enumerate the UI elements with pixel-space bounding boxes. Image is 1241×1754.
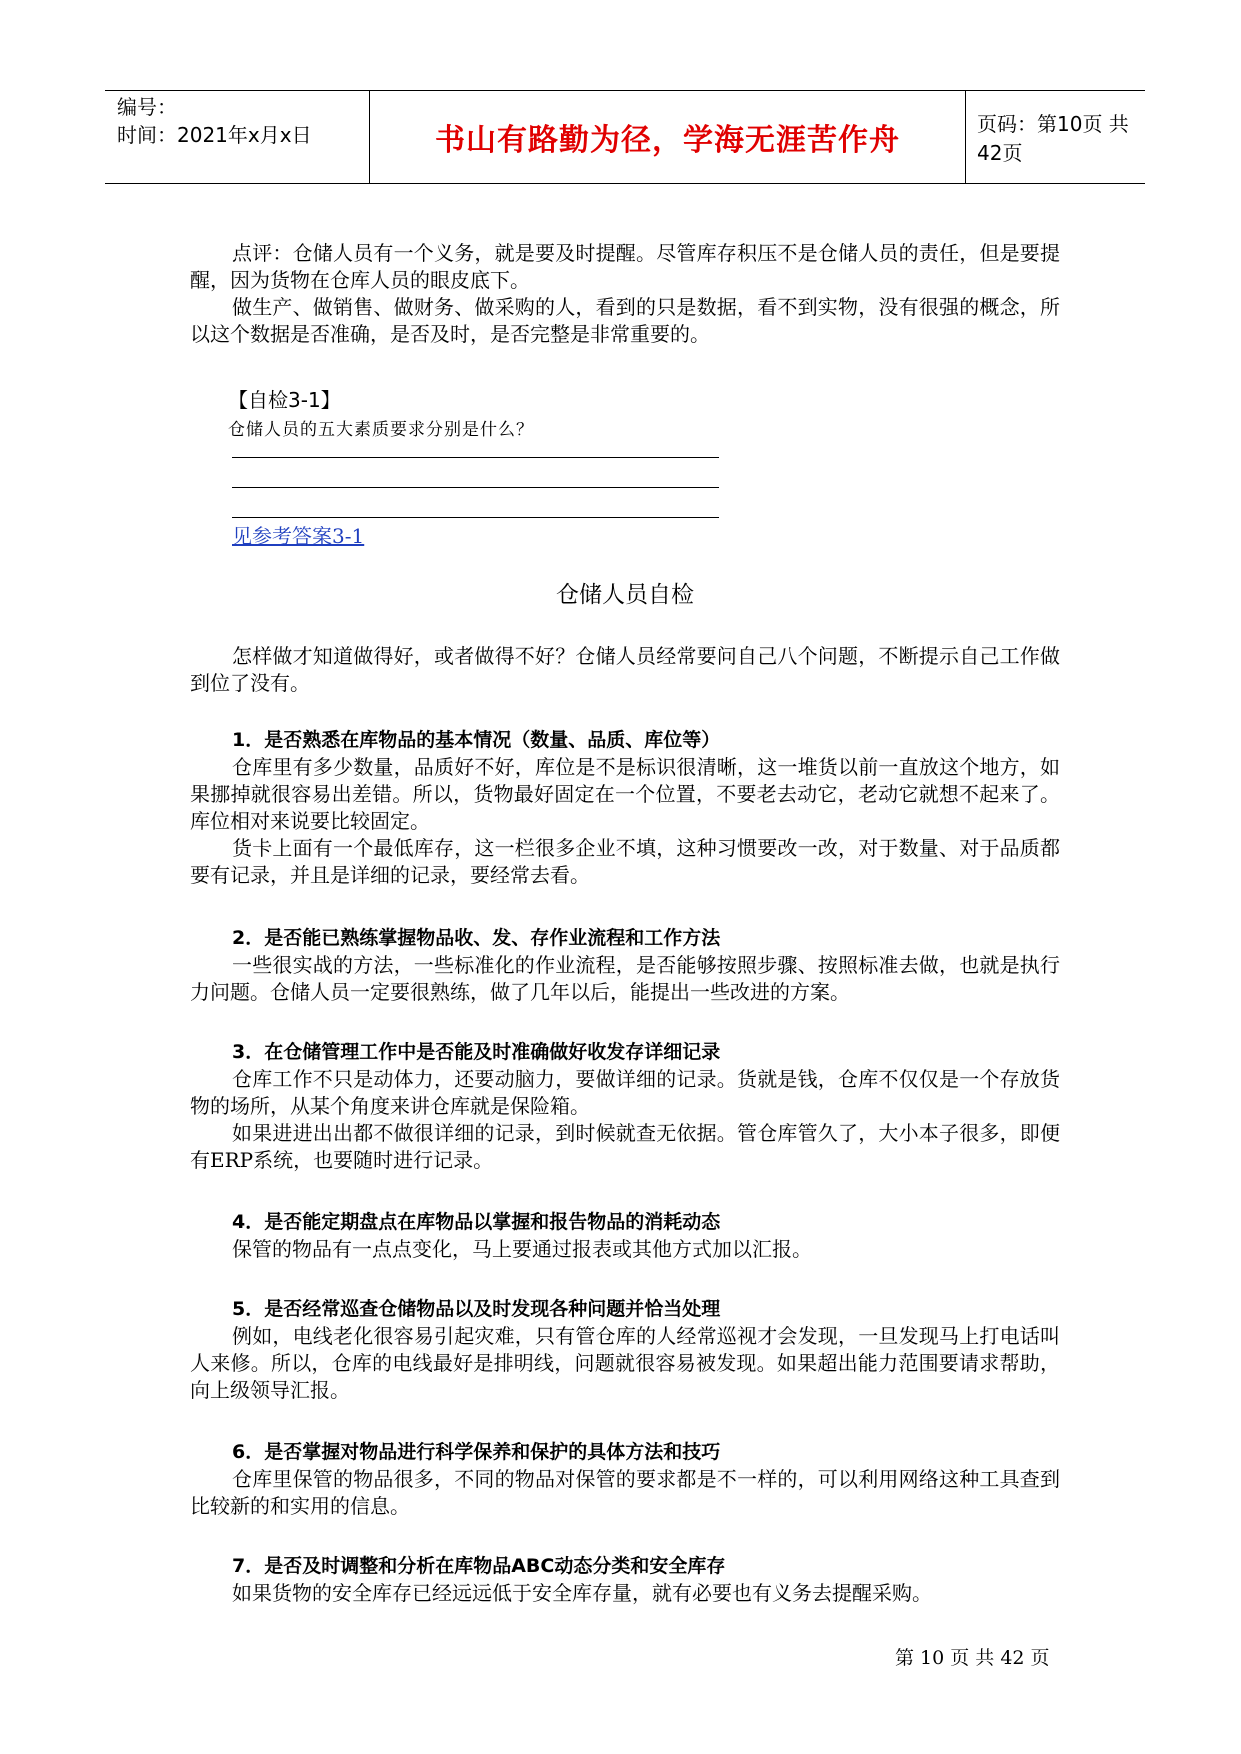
item-paragraph: 货卡上面有一个最低库存，这一栏很多企业不填，这种习惯要改一改，对于数量、对于品质都要有记录，并且是详细的记录，要经常去看。 (190, 836, 1060, 887)
item-3 (190, 1039, 1060, 1174)
self-check-title: 【自检3-1】 (228, 388, 341, 412)
item-paragraph: 仓库工作不只是动体力，还要动脑力，要做详细的记录。货就是钱，仓库不仅仅是一个存放货物的场所，从某个角度来讲仓库就是保险箱。 (190, 1067, 1060, 1118)
item-2 (190, 925, 1060, 1006)
item-paragraph: 一些很实战的方法，一些标准化的作业流程，是否能够按照步骤、按照标准去做，也就是执行力问题。仓储人员一定要很熟练，做了几年以后，能提出一些改进的方案。 (190, 953, 1060, 1004)
header-page-cell (967, 91, 1145, 183)
motto: 书山有路勤为径，学海无涯苦作舟 (435, 123, 900, 158)
answer-line-3 (232, 517, 719, 518)
section-intro: 怎样做才知道做得好，或者做得不好？仓储人员经常要问自己八个问题，不断提示自己工作做到位了没有。 (190, 644, 1060, 695)
item-1 (190, 727, 1060, 889)
item-paragraph: 如果货物的安全库存已经远远低于安全库存量，就有必要也有义务去提醒采购。 (232, 1581, 932, 1605)
header-motto-cell (370, 91, 966, 183)
section-title: 仓储人员自检 (556, 582, 694, 608)
item-title: 5．是否经常巡查仓储物品以及时发现各种问题并恰当处理 (232, 1298, 721, 1320)
self-check-question: 仓储人员的五大素质要求分别是什么？ (228, 420, 534, 440)
page-footer: 第 10 页 共 42 页 (895, 1647, 1050, 1669)
item-6 (190, 1439, 1060, 1520)
item-paragraph: 仓库里有多少数量，品质好不好，库位是不是标识很清晰，这一堆货以前一直放这个地方，如果挪掉就很容易出差错。所以，货物最好固定在一个位置，不要老去动它，老动它就想不起来了。库位相对来说要比较固定。 (190, 755, 1060, 833)
item-4 (190, 1209, 1060, 1263)
page-code: 页码：第10页 共42页 (977, 112, 1129, 165)
item-paragraph: 例如，电线老化很容易引起灾难，只有管仓库的人经常巡视才会发现，一旦发现马上打电话叫人来修。所以，仓库的电线最好是排明线，问题就很容易被发现。如果超出能力范围要请求帮助，向上级领导汇报。 (190, 1324, 1060, 1402)
item-title: 7．是否及时调整和分析在库物品ABC动态分类和安全库存 (232, 1555, 726, 1577)
data-paragraph: 做生产、做销售、做财务、做采购的人，看到的只是数据，看不到实物，没有很强的概念，所以这个数据是否准确，是否及时，是否完整是非常重要的。 (190, 295, 1060, 346)
reference-answer-link[interactable]: 见参考答案3-1 (232, 524, 365, 548)
item-title: 3．在仓储管理工作中是否能及时准确做好收发存详细记录 (232, 1041, 721, 1063)
intro-block (190, 240, 1060, 348)
comment-paragraph: 点评：仓储人员有一个义务，就是要及时提醒。尽管库存积压不是仓储人员的责任，但是要提醒，因为货物在仓库人员的眼皮底下。 (190, 241, 1060, 292)
header-left-cell (105, 91, 370, 183)
item-title: 1．是否熟悉在库物品的基本情况（数量、品质、库位等） (232, 729, 721, 751)
page-header (105, 90, 1145, 184)
time-label: 时间：2021年x月x日 (117, 123, 312, 147)
self-check-block (190, 384, 1060, 549)
item-title: 2．是否能已熟练掌握物品收、发、存作业流程和工作方法 (232, 927, 721, 949)
item-paragraph: 仓库里保管的物品很多，不同的物品对保管的要求都是不一样的，可以利用网络这种工具查到比较新的和实用的信息。 (190, 1467, 1060, 1518)
number-label: 编号： (117, 95, 177, 119)
section-intro-block (190, 643, 1060, 697)
item-title: 6．是否掌握对物品进行科学保养和保护的具体方法和技巧 (232, 1441, 721, 1463)
item-title: 4．是否能定期盘点在库物品以掌握和报告物品的消耗动态 (232, 1211, 721, 1233)
answer-line-2 (232, 487, 719, 488)
section-title-block (190, 580, 1060, 610)
answer-line-1 (232, 457, 719, 458)
item-7 (190, 1553, 1060, 1607)
item-paragraph: 保管的物品有一点点变化，马上要通过报表或其他方式加以汇报。 (232, 1237, 812, 1261)
item-paragraph: 如果进进出出都不做很详细的记录，到时候就查无依据。管仓库管久了，大小本子很多，即便有ERP系统，也要随时进行记录。 (190, 1121, 1060, 1172)
item-5 (190, 1296, 1060, 1404)
